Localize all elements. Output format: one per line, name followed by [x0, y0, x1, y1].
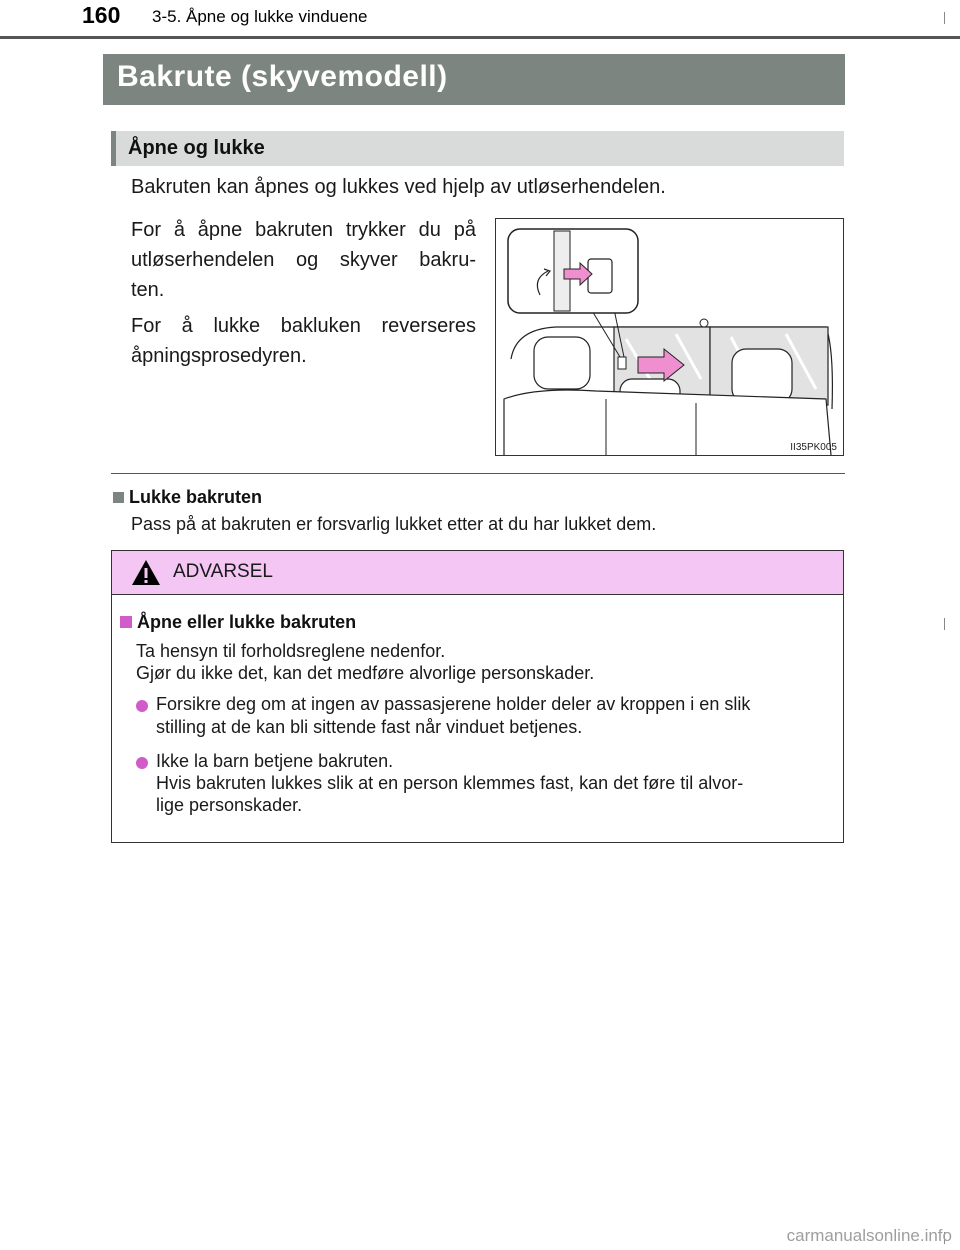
warning-line: Gjør du ikke det, kan det medføre alvorlige personskader.: [136, 663, 595, 683]
footer-watermark: carmanualsonline.info: [786, 1226, 952, 1245]
section-rule: [111, 473, 845, 474]
bullet-line: stilling at de kan bli sittende fast når vinduet betjenes.: [156, 717, 583, 737]
crop-mark: [944, 12, 945, 24]
warning-heading-text: Åpne eller lukke bakruten: [137, 612, 357, 632]
warning-triangle-icon: [131, 559, 161, 586]
lukke-text: Pass på at bakruten er forsvarlig lukket etter at du har lukket dem.: [131, 514, 657, 534]
sub-banner: [111, 131, 844, 166]
square-bullet-icon: [113, 492, 124, 503]
bullet-dot-icon: [136, 757, 148, 769]
square-bullet-icon: [120, 616, 132, 628]
column-text-line: utløserhendelen og skyver bakru-: [131, 249, 476, 271]
bullet-line: Hvis bakruten lukkes slik at en person klemmes fast, kan det føre til alvor-: [156, 773, 744, 793]
bullet-line: lige personskader.: [156, 795, 303, 815]
section-title: Bakrute (skyvemodell): [117, 60, 448, 93]
warning-header: [112, 551, 843, 595]
warning-label: ADVARSEL: [173, 561, 273, 582]
rear-window-illustration: [495, 218, 844, 456]
header-rule: [0, 36, 960, 39]
bullet-line: Forsikre deg om at ingen av passasjerene holder deler av kroppen i en slik: [156, 694, 751, 714]
crop-mark: [944, 618, 945, 630]
figure-code: II35PK005: [790, 442, 837, 453]
sub-title: Åpne og lukke: [128, 137, 265, 159]
warning-heading: [120, 612, 356, 633]
chapter-title: 3-5. Åpne og lukke vinduene: [152, 7, 368, 26]
warning-box: [111, 550, 844, 843]
column-text-line: For å åpne bakruten trykker du på: [131, 219, 476, 241]
bullet-line: Ikke la barn betjene bakruten.: [156, 751, 394, 771]
column-text-line: åpningsprosedyren.: [131, 345, 307, 367]
bullet-dot-icon: [136, 700, 148, 712]
section-banner: [103, 54, 845, 105]
lukke-heading-text: Lukke bakruten: [129, 487, 263, 507]
warning-line: Ta hensyn til forholdsreglene nedenfor.: [136, 641, 446, 661]
lukke-heading: [113, 487, 262, 508]
intro-text: Bakruten kan åpnes og lukkes ved hjelp av utløserhendelen.: [131, 176, 666, 198]
column-text-line: For å lukke bakluken reverseres: [131, 315, 476, 337]
rear-window-drawing: [496, 219, 843, 455]
column-text-line: ten.: [131, 279, 165, 301]
page-number: 160: [82, 2, 121, 28]
